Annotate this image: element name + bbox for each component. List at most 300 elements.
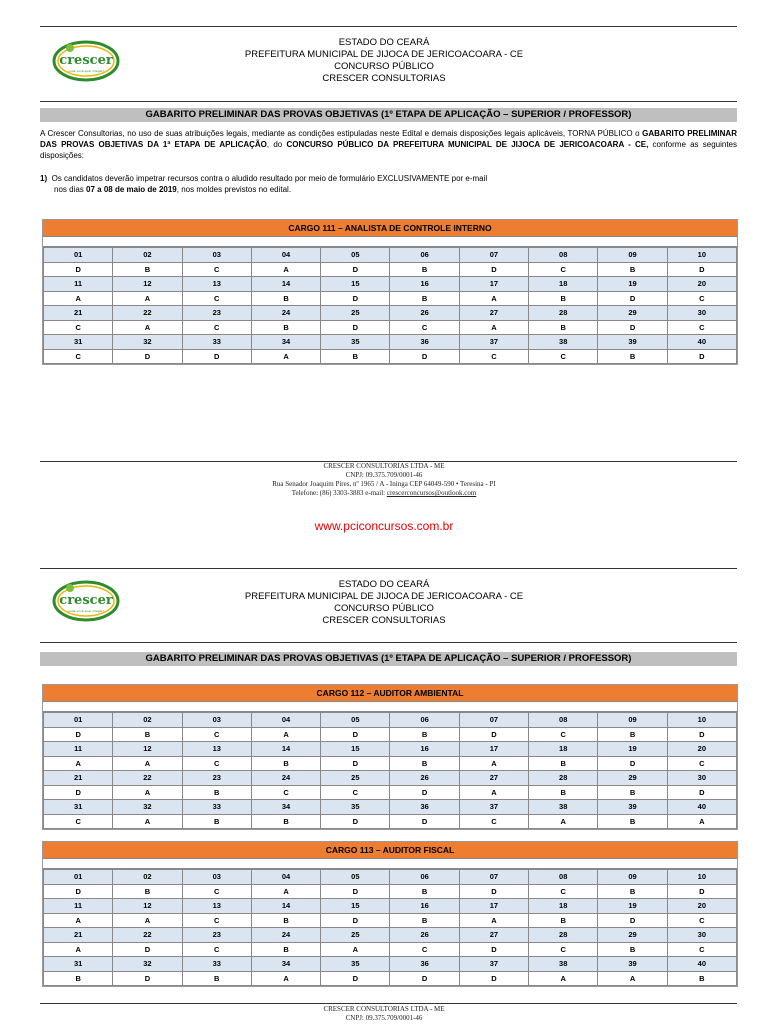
question-number-cell: 02 xyxy=(113,713,182,728)
footer-email-link[interactable]: crescerconcursos@outlook.com xyxy=(386,489,477,497)
answer-cell: D xyxy=(667,884,736,899)
question-number-cell: 04 xyxy=(251,713,320,728)
question-number-cell: 13 xyxy=(182,277,251,292)
question-number-cell: 12 xyxy=(113,742,182,757)
svg-text:onde você quer chegar!: onde você quer chegar! xyxy=(68,609,104,613)
answer-cell: D xyxy=(113,971,182,986)
answer-cell: C xyxy=(182,727,251,742)
answer-cell: B xyxy=(390,262,459,277)
question-number-row xyxy=(44,335,737,350)
question-number-cell: 21 xyxy=(44,771,113,786)
answer-cell: C xyxy=(251,785,320,800)
answer-cell: B xyxy=(598,349,667,364)
answer-cell: A xyxy=(529,971,598,986)
answer-cell: B xyxy=(529,785,598,800)
answer-cell: D xyxy=(44,262,113,277)
answer-cell: C xyxy=(529,884,598,899)
question-number-cell: 22 xyxy=(113,928,182,943)
question-number-cell: 35 xyxy=(321,800,390,815)
question-number-cell: 16 xyxy=(390,742,459,757)
answer-cell: B xyxy=(251,291,320,306)
question-number-cell: 38 xyxy=(529,800,598,815)
svg-text:crescer: crescer xyxy=(59,53,113,68)
answer-cell: D xyxy=(321,913,390,928)
answer-cell: B xyxy=(182,785,251,800)
answer-cell: D xyxy=(113,349,182,364)
question-number-cell: 08 xyxy=(529,248,598,263)
answer-cell: A xyxy=(321,942,390,957)
answer-cell: A xyxy=(459,913,528,928)
question-number-cell: 38 xyxy=(529,957,598,972)
footer-cnpj: CNPJ: 09.375.709/0001-46 xyxy=(345,471,423,479)
answer-cell: B xyxy=(390,913,459,928)
question-number-cell: 05 xyxy=(321,870,390,885)
question-number-cell: 19 xyxy=(598,899,667,914)
question-number-cell: 05 xyxy=(321,713,390,728)
answer-cell: B xyxy=(598,814,667,829)
question-number-cell: 23 xyxy=(182,771,251,786)
header-prefecture: PREFEITURA MUNICIPAL DE JIJOCA DE JERICOACOARA - CE xyxy=(244,591,524,602)
question-number-cell: 28 xyxy=(529,771,598,786)
answer-table xyxy=(43,869,737,986)
question-number-cell: 27 xyxy=(459,928,528,943)
question-number-cell: 34 xyxy=(251,800,320,815)
question-number-cell: 29 xyxy=(598,928,667,943)
answer-cell: B xyxy=(529,291,598,306)
answer-cell: C xyxy=(182,262,251,277)
footer-contact: Telefone: (86) 3303-3883 e-mail: crescerconcursos@outlook.com xyxy=(291,489,477,497)
cargo-title: CARGO 112 – AUDITOR AMBIENTAL xyxy=(43,685,737,702)
question-number-cell: 30 xyxy=(667,306,736,321)
question-number-cell: 15 xyxy=(321,899,390,914)
header-prefecture: PREFEITURA MUNICIPAL DE JIJOCA DE JERICOACOARA - CE xyxy=(244,49,524,60)
question-number-cell: 36 xyxy=(390,800,459,815)
answer-cell: B xyxy=(113,727,182,742)
question-number-cell: 28 xyxy=(529,928,598,943)
answer-cell: D xyxy=(321,727,390,742)
answer-row xyxy=(44,727,737,742)
answer-cell: D xyxy=(321,814,390,829)
top-rule xyxy=(40,26,737,27)
answer-row xyxy=(44,291,737,306)
question-number-cell: 16 xyxy=(390,277,459,292)
question-number-cell: 13 xyxy=(182,742,251,757)
question-number-cell: 30 xyxy=(667,928,736,943)
answer-cell: A xyxy=(113,291,182,306)
answer-cell: B xyxy=(598,942,667,957)
question-number-cell: 36 xyxy=(390,335,459,350)
question-number-cell: 11 xyxy=(44,277,113,292)
answer-cell: A xyxy=(598,971,667,986)
question-number-cell: 09 xyxy=(598,870,667,885)
page-header-2 xyxy=(0,579,768,627)
answer-cell: D xyxy=(598,913,667,928)
answer-cell: D xyxy=(459,262,528,277)
question-number-cell: 18 xyxy=(529,277,598,292)
header-company: CRESCER CONSULTORIAS xyxy=(322,615,446,626)
answer-row xyxy=(44,942,737,957)
answer-cell: B xyxy=(667,971,736,986)
question-number-cell: 34 xyxy=(251,957,320,972)
answer-cell: B xyxy=(182,814,251,829)
answer-cell: A xyxy=(44,913,113,928)
question-number-cell: 20 xyxy=(667,277,736,292)
answer-row xyxy=(44,884,737,899)
answer-cell: A xyxy=(251,884,320,899)
answer-cell: D xyxy=(459,884,528,899)
question-number-cell: 11 xyxy=(44,742,113,757)
header-company: CRESCER CONSULTORIAS xyxy=(322,73,446,84)
question-number-cell: 03 xyxy=(182,713,251,728)
answer-row xyxy=(44,971,737,986)
footer-address: Rua Senador Joaquim Pires, nº 1965 / A - Ininga CEP 64049-590 • Teresina - PI xyxy=(272,480,496,488)
question-number-row xyxy=(44,742,737,757)
page-header xyxy=(0,37,768,85)
answer-cell: A xyxy=(251,971,320,986)
question-number-cell: 20 xyxy=(667,899,736,914)
question-number-cell: 29 xyxy=(598,771,667,786)
answer-row xyxy=(44,349,737,364)
answer-cell: C xyxy=(667,913,736,928)
answer-row xyxy=(44,262,737,277)
answer-cell: A xyxy=(113,814,182,829)
answer-cell: B xyxy=(113,262,182,277)
answer-cell: B xyxy=(321,349,390,364)
header-rule xyxy=(40,101,737,102)
answer-cell: D xyxy=(44,785,113,800)
answer-key-cargo-113 xyxy=(42,841,738,987)
question-number-cell: 32 xyxy=(113,335,182,350)
question-number-cell: 20 xyxy=(667,742,736,757)
answer-cell: B xyxy=(598,727,667,742)
question-number-cell: 12 xyxy=(113,277,182,292)
answer-key-cargo-112 xyxy=(42,684,738,830)
question-number-cell: 39 xyxy=(598,335,667,350)
answer-cell: D xyxy=(321,291,390,306)
website-link[interactable]: www.pciconcursos.com.br xyxy=(314,519,454,533)
question-number-cell: 14 xyxy=(251,742,320,757)
question-number-cell: 33 xyxy=(182,335,251,350)
question-number-cell: 07 xyxy=(459,870,528,885)
svg-text:onde você quer chegar!: onde você quer chegar! xyxy=(68,69,104,73)
question-number-cell: 01 xyxy=(44,713,113,728)
question-number-cell: 34 xyxy=(251,335,320,350)
answer-cell: C xyxy=(182,320,251,335)
answer-cell: C xyxy=(390,942,459,957)
answer-cell: D xyxy=(598,320,667,335)
answer-cell: A xyxy=(459,320,528,335)
question-number-row xyxy=(44,306,737,321)
question-number-cell: 01 xyxy=(44,870,113,885)
answer-cell: A xyxy=(44,291,113,306)
answer-cell: C xyxy=(459,814,528,829)
answer-cell: D xyxy=(321,756,390,771)
footer-company: CRESCER CONSULTORIAS LTDA - ME xyxy=(323,1005,445,1013)
answer-cell: D xyxy=(182,349,251,364)
answer-cell: C xyxy=(529,349,598,364)
section-title: GABARITO PRELIMINAR DAS PROVAS OBJETIVAS (1º ETAPA DE APLICAÇÃO – SUPERIOR / PROFESSOR) xyxy=(40,108,737,122)
answer-cell: A xyxy=(251,727,320,742)
question-number-cell: 26 xyxy=(390,771,459,786)
header-state: ESTADO DO CEARÁ xyxy=(338,579,430,590)
question-number-cell: 02 xyxy=(113,870,182,885)
question-number-cell: 06 xyxy=(390,870,459,885)
question-number-cell: 22 xyxy=(113,306,182,321)
answer-cell: C xyxy=(182,942,251,957)
section-title-2: GABARITO PRELIMINAR DAS PROVAS OBJETIVAS (1º ETAPA DE APLICAÇÃO – SUPERIOR / PROFESSOR) xyxy=(40,652,737,666)
question-number-cell: 18 xyxy=(529,899,598,914)
question-number-cell: 40 xyxy=(667,800,736,815)
question-number-cell: 37 xyxy=(459,957,528,972)
question-number-cell: 06 xyxy=(390,713,459,728)
answer-cell: B xyxy=(251,320,320,335)
question-number-cell: 36 xyxy=(390,957,459,972)
question-number-cell: 17 xyxy=(459,277,528,292)
answer-cell: A xyxy=(251,262,320,277)
answer-cell: C xyxy=(529,727,598,742)
answer-cell: D xyxy=(459,971,528,986)
question-number-cell: 22 xyxy=(113,771,182,786)
answer-cell: D xyxy=(321,884,390,899)
answer-cell: D xyxy=(667,349,736,364)
question-number-cell: 24 xyxy=(251,771,320,786)
answer-cell: A xyxy=(113,913,182,928)
question-number-row xyxy=(44,870,737,885)
answer-cell: C xyxy=(529,942,598,957)
question-number-row xyxy=(44,957,737,972)
question-number-cell: 32 xyxy=(113,800,182,815)
question-number-cell: 39 xyxy=(598,800,667,815)
question-number-cell: 09 xyxy=(598,713,667,728)
question-number-cell: 17 xyxy=(459,742,528,757)
question-number-cell: 15 xyxy=(321,277,390,292)
cargo-title: CARGO 113 – AUDITOR FISCAL xyxy=(43,842,737,859)
answer-cell: D xyxy=(667,727,736,742)
answer-cell: B xyxy=(598,785,667,800)
answer-cell: D xyxy=(113,942,182,957)
question-number-cell: 14 xyxy=(251,899,320,914)
answer-cell: D xyxy=(390,814,459,829)
answer-cell: A xyxy=(113,756,182,771)
question-number-cell: 19 xyxy=(598,277,667,292)
question-number-cell: 24 xyxy=(251,928,320,943)
question-number-cell: 31 xyxy=(44,957,113,972)
question-number-cell: 31 xyxy=(44,800,113,815)
question-number-cell: 37 xyxy=(459,800,528,815)
question-number-cell: 03 xyxy=(182,248,251,263)
answer-cell: A xyxy=(529,814,598,829)
answer-cell: B xyxy=(529,756,598,771)
question-number-cell: 04 xyxy=(251,870,320,885)
answer-cell: D xyxy=(667,785,736,800)
answer-cell: C xyxy=(182,291,251,306)
question-number-cell: 10 xyxy=(667,248,736,263)
question-number-cell: 25 xyxy=(321,928,390,943)
answer-cell: C xyxy=(529,262,598,277)
answer-cell: D xyxy=(44,727,113,742)
question-number-cell: 23 xyxy=(182,306,251,321)
answer-cell: A xyxy=(44,756,113,771)
answer-cell: C xyxy=(667,942,736,957)
answer-cell: B xyxy=(44,971,113,986)
answer-cell: D xyxy=(321,971,390,986)
question-number-cell: 31 xyxy=(44,335,113,350)
question-number-cell: 16 xyxy=(390,899,459,914)
question-number-cell: 19 xyxy=(598,742,667,757)
question-number-cell: 07 xyxy=(459,713,528,728)
answer-cell: C xyxy=(182,756,251,771)
answer-cell: D xyxy=(459,727,528,742)
answer-row xyxy=(44,785,737,800)
footer-rule-2 xyxy=(40,1003,737,1004)
answer-row xyxy=(44,913,737,928)
question-number-cell: 04 xyxy=(251,248,320,263)
question-number-cell: 21 xyxy=(44,306,113,321)
svg-text:crescer: crescer xyxy=(59,593,113,608)
answer-cell: C xyxy=(667,320,736,335)
answer-cell: D xyxy=(598,756,667,771)
question-number-cell: 40 xyxy=(667,335,736,350)
answer-cell: D xyxy=(390,785,459,800)
question-number-cell: 39 xyxy=(598,957,667,972)
answer-cell: C xyxy=(459,349,528,364)
footer-cnpj: CNPJ: 09.375.709/0001-46 xyxy=(345,1014,423,1022)
question-number-cell: 11 xyxy=(44,899,113,914)
answer-cell: B xyxy=(251,913,320,928)
answer-table xyxy=(43,712,737,829)
answer-cell: B xyxy=(251,756,320,771)
answer-row xyxy=(44,320,737,335)
question-number-cell: 29 xyxy=(598,306,667,321)
answer-cell: B xyxy=(390,291,459,306)
answer-key-cargo-111 xyxy=(42,219,738,365)
item-1: 1) Os candidatos deverão impetrar recursos contra o aludido resultado por meio de formulário EXCLUSIVAMENTE por e-mail nos dias 07 a 08 de maio de 2019, nos moldes previstos no edital. xyxy=(40,174,488,194)
question-number-cell: 37 xyxy=(459,335,528,350)
header-contest: CONCURSO PÚBLICO xyxy=(334,603,434,614)
question-number-row xyxy=(44,899,737,914)
question-number-cell: 02 xyxy=(113,248,182,263)
answer-cell: D xyxy=(44,884,113,899)
answer-row xyxy=(44,756,737,771)
answer-cell: C xyxy=(44,814,113,829)
answer-cell: A xyxy=(251,349,320,364)
question-number-cell: 23 xyxy=(182,928,251,943)
question-number-cell: 27 xyxy=(459,306,528,321)
answer-cell: C xyxy=(321,785,390,800)
question-number-cell: 40 xyxy=(667,957,736,972)
answer-cell: D xyxy=(598,291,667,306)
answer-cell: C xyxy=(667,756,736,771)
intro-paragraph: A Crescer Consultorias, no uso de suas atribuições legais, mediante as condições estipuladas neste Edital e demais disposições legais aplicáveis, TORNA PÚBLICO o GABARITO PRELIMINAR DAS PROVAS OBJETIVAS DA 1ª ETAPA DE APLICAÇÃO, do CONCURSO PÚBLICO DA PREFEITURA MUNICIPAL DE JIJOCA DE JERICOACOARA - CE, conforme as seguintes disposições: xyxy=(40,129,737,160)
answer-cell: A xyxy=(44,942,113,957)
question-number-cell: 12 xyxy=(113,899,182,914)
answer-cell: B xyxy=(529,913,598,928)
question-number-cell: 21 xyxy=(44,928,113,943)
question-number-cell: 17 xyxy=(459,899,528,914)
question-number-cell: 03 xyxy=(182,870,251,885)
page-footer-2 xyxy=(0,1005,768,1023)
question-number-cell: 28 xyxy=(529,306,598,321)
answer-cell: D xyxy=(459,942,528,957)
question-number-cell: 32 xyxy=(113,957,182,972)
answer-cell: B xyxy=(529,320,598,335)
answer-cell: B xyxy=(390,756,459,771)
header-contest: CONCURSO PÚBLICO xyxy=(334,61,434,72)
answer-cell: D xyxy=(390,349,459,364)
question-number-cell: 35 xyxy=(321,957,390,972)
answer-cell: A xyxy=(113,320,182,335)
answer-cell: D xyxy=(390,971,459,986)
answer-cell: C xyxy=(44,349,113,364)
answer-cell: B xyxy=(251,942,320,957)
question-number-cell: 13 xyxy=(182,899,251,914)
answer-cell: A xyxy=(459,785,528,800)
answer-table xyxy=(43,247,737,364)
question-number-cell: 18 xyxy=(529,742,598,757)
question-number-row xyxy=(44,928,737,943)
question-number-cell: 26 xyxy=(390,928,459,943)
answer-cell: D xyxy=(321,320,390,335)
question-number-cell: 10 xyxy=(667,870,736,885)
question-number-cell: 35 xyxy=(321,335,390,350)
question-number-cell: 08 xyxy=(529,870,598,885)
question-number-cell: 06 xyxy=(390,248,459,263)
question-number-row xyxy=(44,713,737,728)
question-number-cell: 08 xyxy=(529,713,598,728)
question-number-cell: 38 xyxy=(529,335,598,350)
page-footer xyxy=(0,462,768,498)
answer-cell: B xyxy=(251,814,320,829)
top-rule-2 xyxy=(40,568,737,569)
question-number-cell: 07 xyxy=(459,248,528,263)
question-number-cell: 01 xyxy=(44,248,113,263)
answer-cell: B xyxy=(182,971,251,986)
header-state: ESTADO DO CEARÁ xyxy=(338,37,430,48)
question-number-row xyxy=(44,248,737,263)
answer-cell: B xyxy=(598,262,667,277)
question-number-row xyxy=(44,771,737,786)
footer-company: CRESCER CONSULTORIAS LTDA - ME xyxy=(323,462,445,470)
answer-cell: C xyxy=(182,884,251,899)
question-number-cell: 33 xyxy=(182,957,251,972)
answer-cell: A xyxy=(459,756,528,771)
answer-cell: B xyxy=(113,884,182,899)
question-number-cell: 27 xyxy=(459,771,528,786)
answer-cell: A xyxy=(113,785,182,800)
answer-cell: D xyxy=(321,262,390,277)
answer-cell: C xyxy=(182,913,251,928)
answer-cell: C xyxy=(390,320,459,335)
question-number-cell: 15 xyxy=(321,742,390,757)
header-rule-2 xyxy=(40,642,737,643)
answer-cell: A xyxy=(459,291,528,306)
question-number-cell: 25 xyxy=(321,306,390,321)
question-number-cell: 09 xyxy=(598,248,667,263)
answer-cell: C xyxy=(44,320,113,335)
answer-cell: B xyxy=(390,727,459,742)
question-number-row xyxy=(44,277,737,292)
answer-cell: B xyxy=(390,884,459,899)
question-number-row xyxy=(44,800,737,815)
answer-cell: B xyxy=(598,884,667,899)
question-number-cell: 24 xyxy=(251,306,320,321)
question-number-cell: 10 xyxy=(667,713,736,728)
question-number-cell: 33 xyxy=(182,800,251,815)
question-number-cell: 25 xyxy=(321,771,390,786)
answer-row xyxy=(44,814,737,829)
answer-cell: C xyxy=(667,291,736,306)
cargo-title: CARGO 111 – ANALISTA DE CONTROLE INTERNO xyxy=(43,220,737,237)
